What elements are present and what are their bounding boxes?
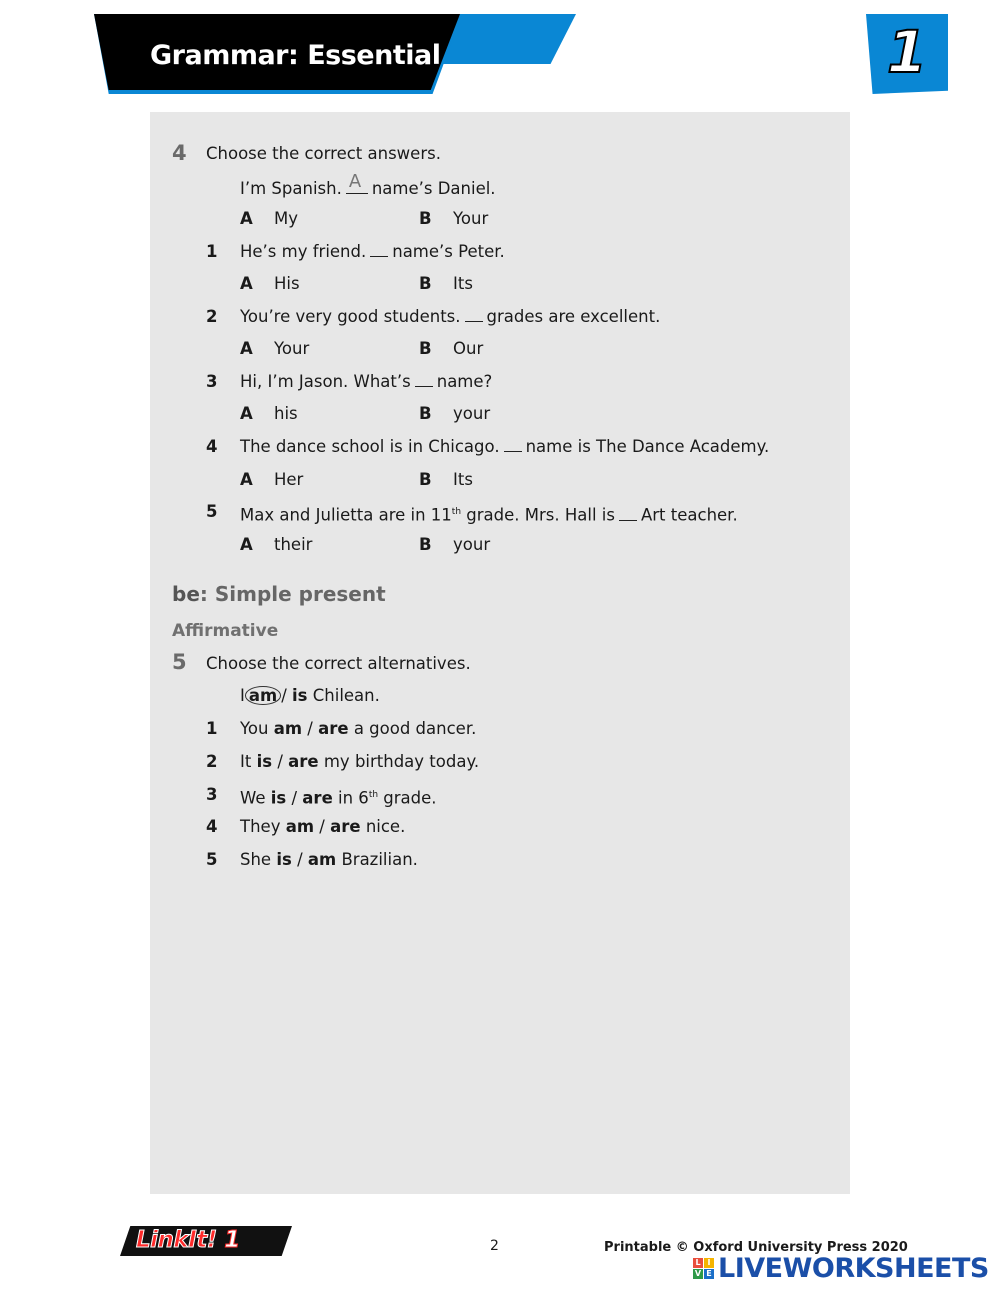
answer-blank[interactable] xyxy=(465,308,483,322)
option-letter[interactable]: A xyxy=(240,339,253,358)
question-sentence: They am / are nice. xyxy=(240,817,406,836)
liveworksheets-icon: L I V E xyxy=(693,1258,715,1280)
question-sentence: It is / are my birthday today. xyxy=(240,752,480,771)
question-number: 5 xyxy=(206,502,218,521)
unit-number: 1 xyxy=(886,18,928,86)
alternative-option[interactable]: am xyxy=(285,817,315,836)
option-letter[interactable]: A xyxy=(240,470,253,489)
question-sentence: You’re very good students. grades are excellent. xyxy=(240,307,661,326)
option-text[interactable]: your xyxy=(453,404,491,423)
example-answer-blank: A xyxy=(346,176,368,194)
option-letter[interactable]: A xyxy=(240,404,253,423)
exercise-number: 5 xyxy=(172,650,187,674)
option-text: Your xyxy=(453,209,489,228)
question-number: 4 xyxy=(206,437,218,456)
copyright-notice: Printable © Oxford University Press 2020 xyxy=(604,1240,908,1255)
exercise-instruction: Choose the correct answers. xyxy=(206,144,441,163)
question-sentence: Max and Julietta are in 11th grade. Mrs. Hall is Art teacher. xyxy=(240,505,738,525)
question-number: 3 xyxy=(206,372,218,391)
option-text[interactable]: their xyxy=(274,535,313,554)
answer-blank[interactable] xyxy=(415,373,433,387)
question-number: 3 xyxy=(206,785,218,804)
answer-blank[interactable] xyxy=(619,507,637,521)
alternative-option[interactable]: are xyxy=(302,788,333,808)
option-letter[interactable]: B xyxy=(419,535,432,554)
example-sentence: I’m Spanish. A name’s Daniel. xyxy=(240,171,496,198)
page-title: Grammar: Essential xyxy=(150,40,441,71)
question-sentence: We is / are in 6th grade. xyxy=(240,788,437,808)
answer-blank[interactable] xyxy=(370,243,388,257)
option-text: My xyxy=(274,209,299,228)
alternative-option[interactable]: am xyxy=(273,719,303,738)
option-letter[interactable]: B xyxy=(419,470,432,489)
option-letter[interactable]: B xyxy=(419,404,432,423)
section-subheading: Affirmative xyxy=(172,621,279,641)
example-sentence: I am / is Chilean. xyxy=(240,686,380,705)
question-number: 2 xyxy=(206,752,218,771)
option-letter: B xyxy=(419,209,432,228)
exercise-panel xyxy=(150,112,850,1194)
option-text[interactable]: His xyxy=(274,274,300,293)
exercise-number: 4 xyxy=(172,141,187,165)
question-number: 1 xyxy=(206,719,218,738)
question-sentence: The dance school is in Chicago. name is The Dance Academy. xyxy=(240,437,770,456)
linkit-logo-text: LinkIt! 1 xyxy=(136,1227,240,1253)
option-text[interactable]: his xyxy=(274,404,298,423)
question-number: 1 xyxy=(206,242,218,261)
exercise-instruction: Choose the correct alternatives. xyxy=(206,654,471,673)
liveworksheets-brand: LIVEWORKSHEETS xyxy=(718,1253,989,1284)
option-text[interactable]: your xyxy=(453,535,491,554)
option-letter[interactable]: A xyxy=(240,535,253,554)
alternative-option[interactable]: am xyxy=(307,850,337,869)
option-letter[interactable]: B xyxy=(419,274,432,293)
alternative-option[interactable]: is xyxy=(270,788,287,808)
option-letter[interactable]: A xyxy=(240,274,253,293)
alternative-option[interactable]: is xyxy=(276,850,292,869)
option-text[interactable]: Her xyxy=(274,470,304,489)
alternative-option[interactable]: are xyxy=(330,817,361,836)
option-letter[interactable]: B xyxy=(419,339,432,358)
section-heading: be: Simple present xyxy=(172,582,386,606)
option-letter: A xyxy=(240,209,253,228)
alternative-option[interactable]: is xyxy=(256,752,273,771)
question-sentence: You am / are a good dancer. xyxy=(240,719,477,738)
question-number: 2 xyxy=(206,307,218,326)
page-number: 2 xyxy=(490,1238,499,1254)
question-number: 5 xyxy=(206,850,218,869)
alternative-option[interactable]: are xyxy=(288,752,319,771)
option-text[interactable]: Its xyxy=(453,470,473,489)
option-text[interactable]: Its xyxy=(453,274,473,293)
circled-answer: am xyxy=(245,686,281,705)
option-text[interactable]: Our xyxy=(453,339,484,358)
question-sentence: She is / am Brazilian. xyxy=(240,850,418,869)
answer-blank[interactable] xyxy=(504,438,522,452)
option-text[interactable]: Your xyxy=(274,339,310,358)
question-sentence: He’s my friend. name’s Peter. xyxy=(240,242,505,261)
alternative-option[interactable]: are xyxy=(318,719,349,738)
question-number: 4 xyxy=(206,817,218,836)
question-sentence: Hi, I’m Jason. What’s name? xyxy=(240,372,493,391)
